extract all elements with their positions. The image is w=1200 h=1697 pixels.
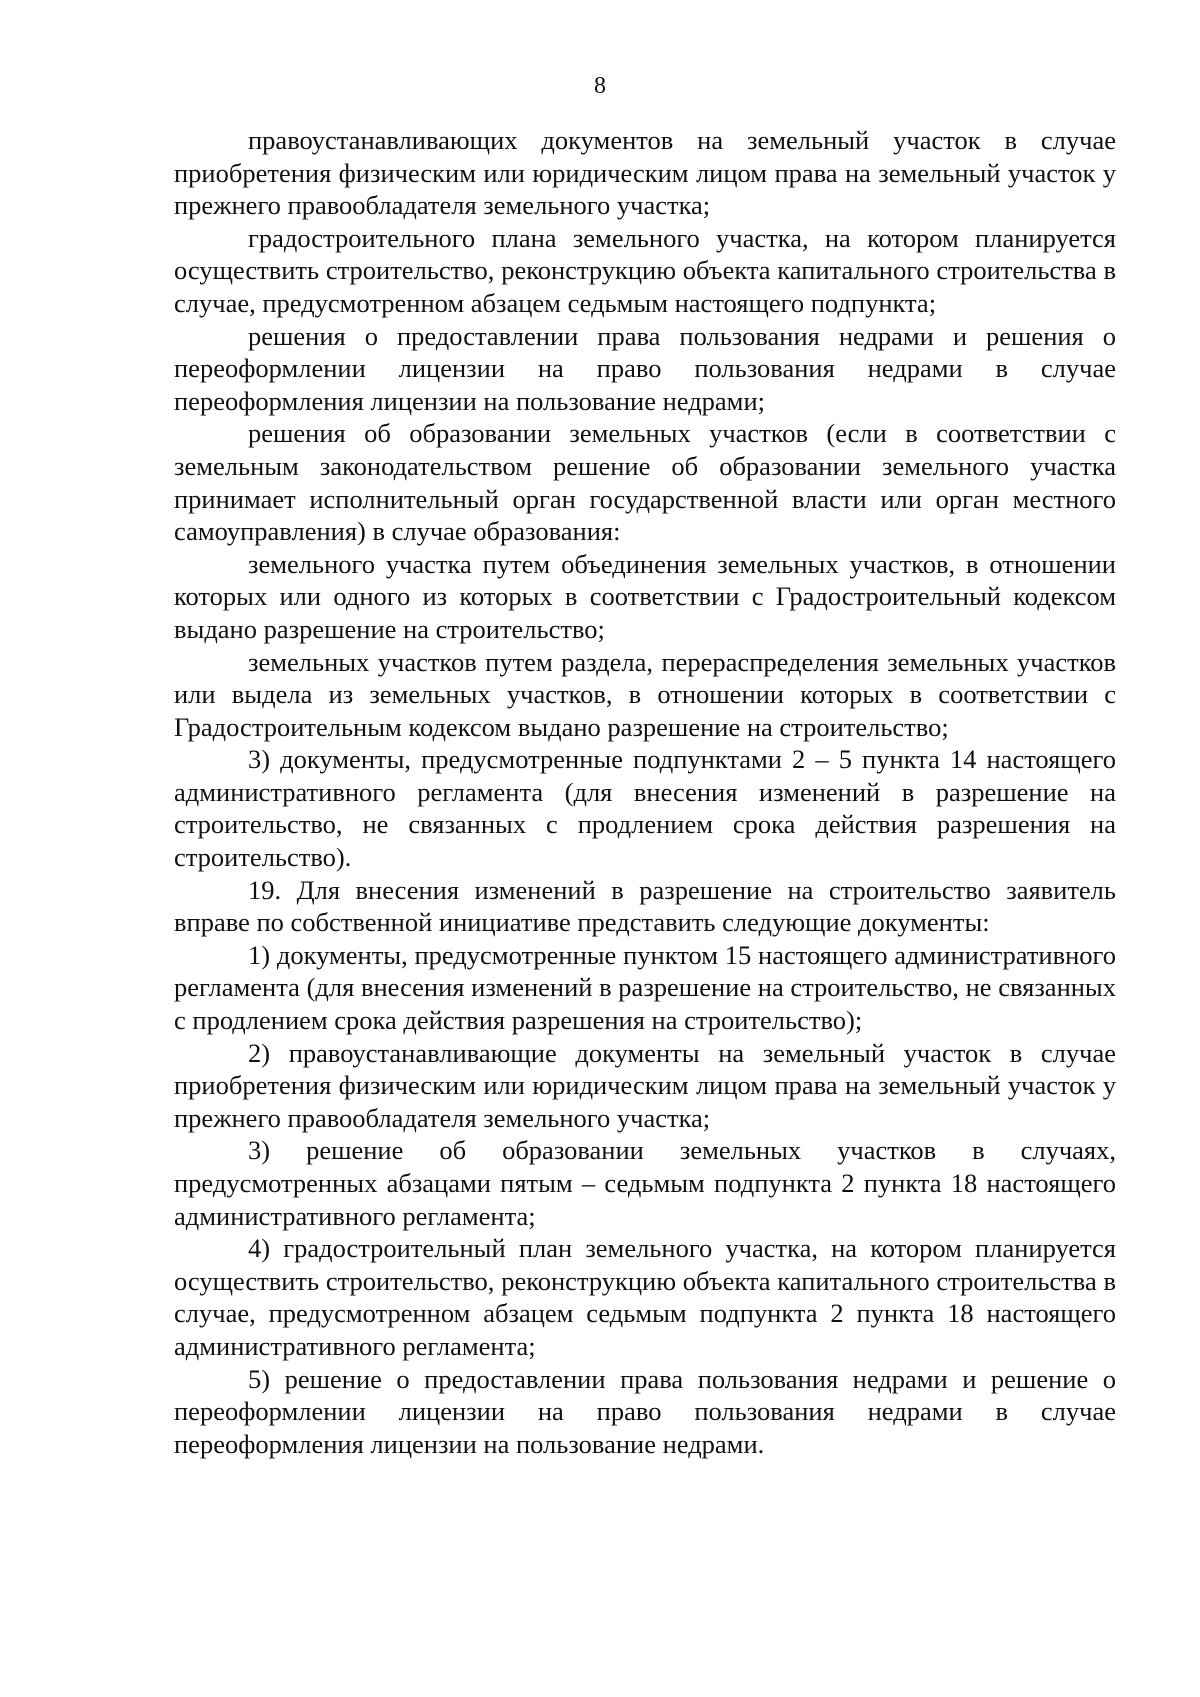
- paragraph: 19. Для внесения изменений в разрешение на строительство заявитель вправе по собственной инициативе представить следующие документы:: [174, 874, 1116, 938]
- paragraph: 2) правоустанавливающие документы на земельный участок в случае приобретения физическим или юридическим лицом права на земельный участок у прежнего правообладателя земельного участка;: [174, 1037, 1116, 1133]
- paragraph: правоустанавливающих документов на земельный участок в случае приобретения физическим или юридическим лицом права на земельный участок у прежнего правообладателя земельного участка;: [174, 125, 1116, 221]
- paragraph: 5) решение о предоставлении права пользования недрами и решение о переоформлении лицензии на право пользования недрами в случае переоформления лицензии на пользование недрами.: [174, 1363, 1116, 1459]
- paragraph: земельного участка путем объединения земельных участков, в отношении которых или одного из которых в соответствии с Градостроительный кодексом выдано разрешение на строительство;: [174, 548, 1116, 644]
- paragraph: 3) решение об образовании земельных участков в случаях, предусмотренных абзацами пятым – седьмым подпункта 2 пункта 18 настоящего административного регламента;: [174, 1135, 1116, 1231]
- paragraph: 4) градостроительный план земельного участка, на котором планируется осуществить строительство, реконструкцию объекта капитального строительства в случае, предусмотренном абзацем седьмым подпункта 2 пункта 18 настоящего административного регламента;: [174, 1233, 1116, 1361]
- page-number: 8: [594, 73, 606, 99]
- paragraph: земельных участков путем раздела, перераспределения земельных участков или выдела из земельных участков, в отношении которых в соответствии с Градостроительным кодексом выдано разрешение на строительство;: [174, 646, 1116, 742]
- paragraph: градостроительного плана земельного участка, на котором планируется осуществить строительство, реконструкцию объекта капитального строительства в случае, предусмотренном абзацем седьмым настоящего подпункта;: [174, 222, 1116, 318]
- paragraph: решения о предоставлении права пользования недрами и решения о переоформлении лицензии на право пользования недрами в случае переоформления лицензии на пользование недрами;: [174, 320, 1116, 416]
- paragraph: 3) документы, предусмотренные подпунктами 2 – 5 пункта 14 настоящего административного регламента (для внесения изменений в разрешение на строительство, не связанных с продлением срока действия разрешения на строительство).: [174, 744, 1116, 873]
- document-body: [174, 124, 1116, 1460]
- paragraph: решения об образовании земельных участков (если в соответствии с земельным законодательством решение об образовании земельного участка принимает исполнительный орган государственной власти или орган местного самоуправления) в случае образования:: [174, 418, 1116, 547]
- paragraph: 1) документы, предусмотренные пунктом 15 настоящего административного регламента (для внесения изменений в разрешение на строительство, не связанных с продлением срока действия разрешения на строительство);: [174, 939, 1116, 1036]
